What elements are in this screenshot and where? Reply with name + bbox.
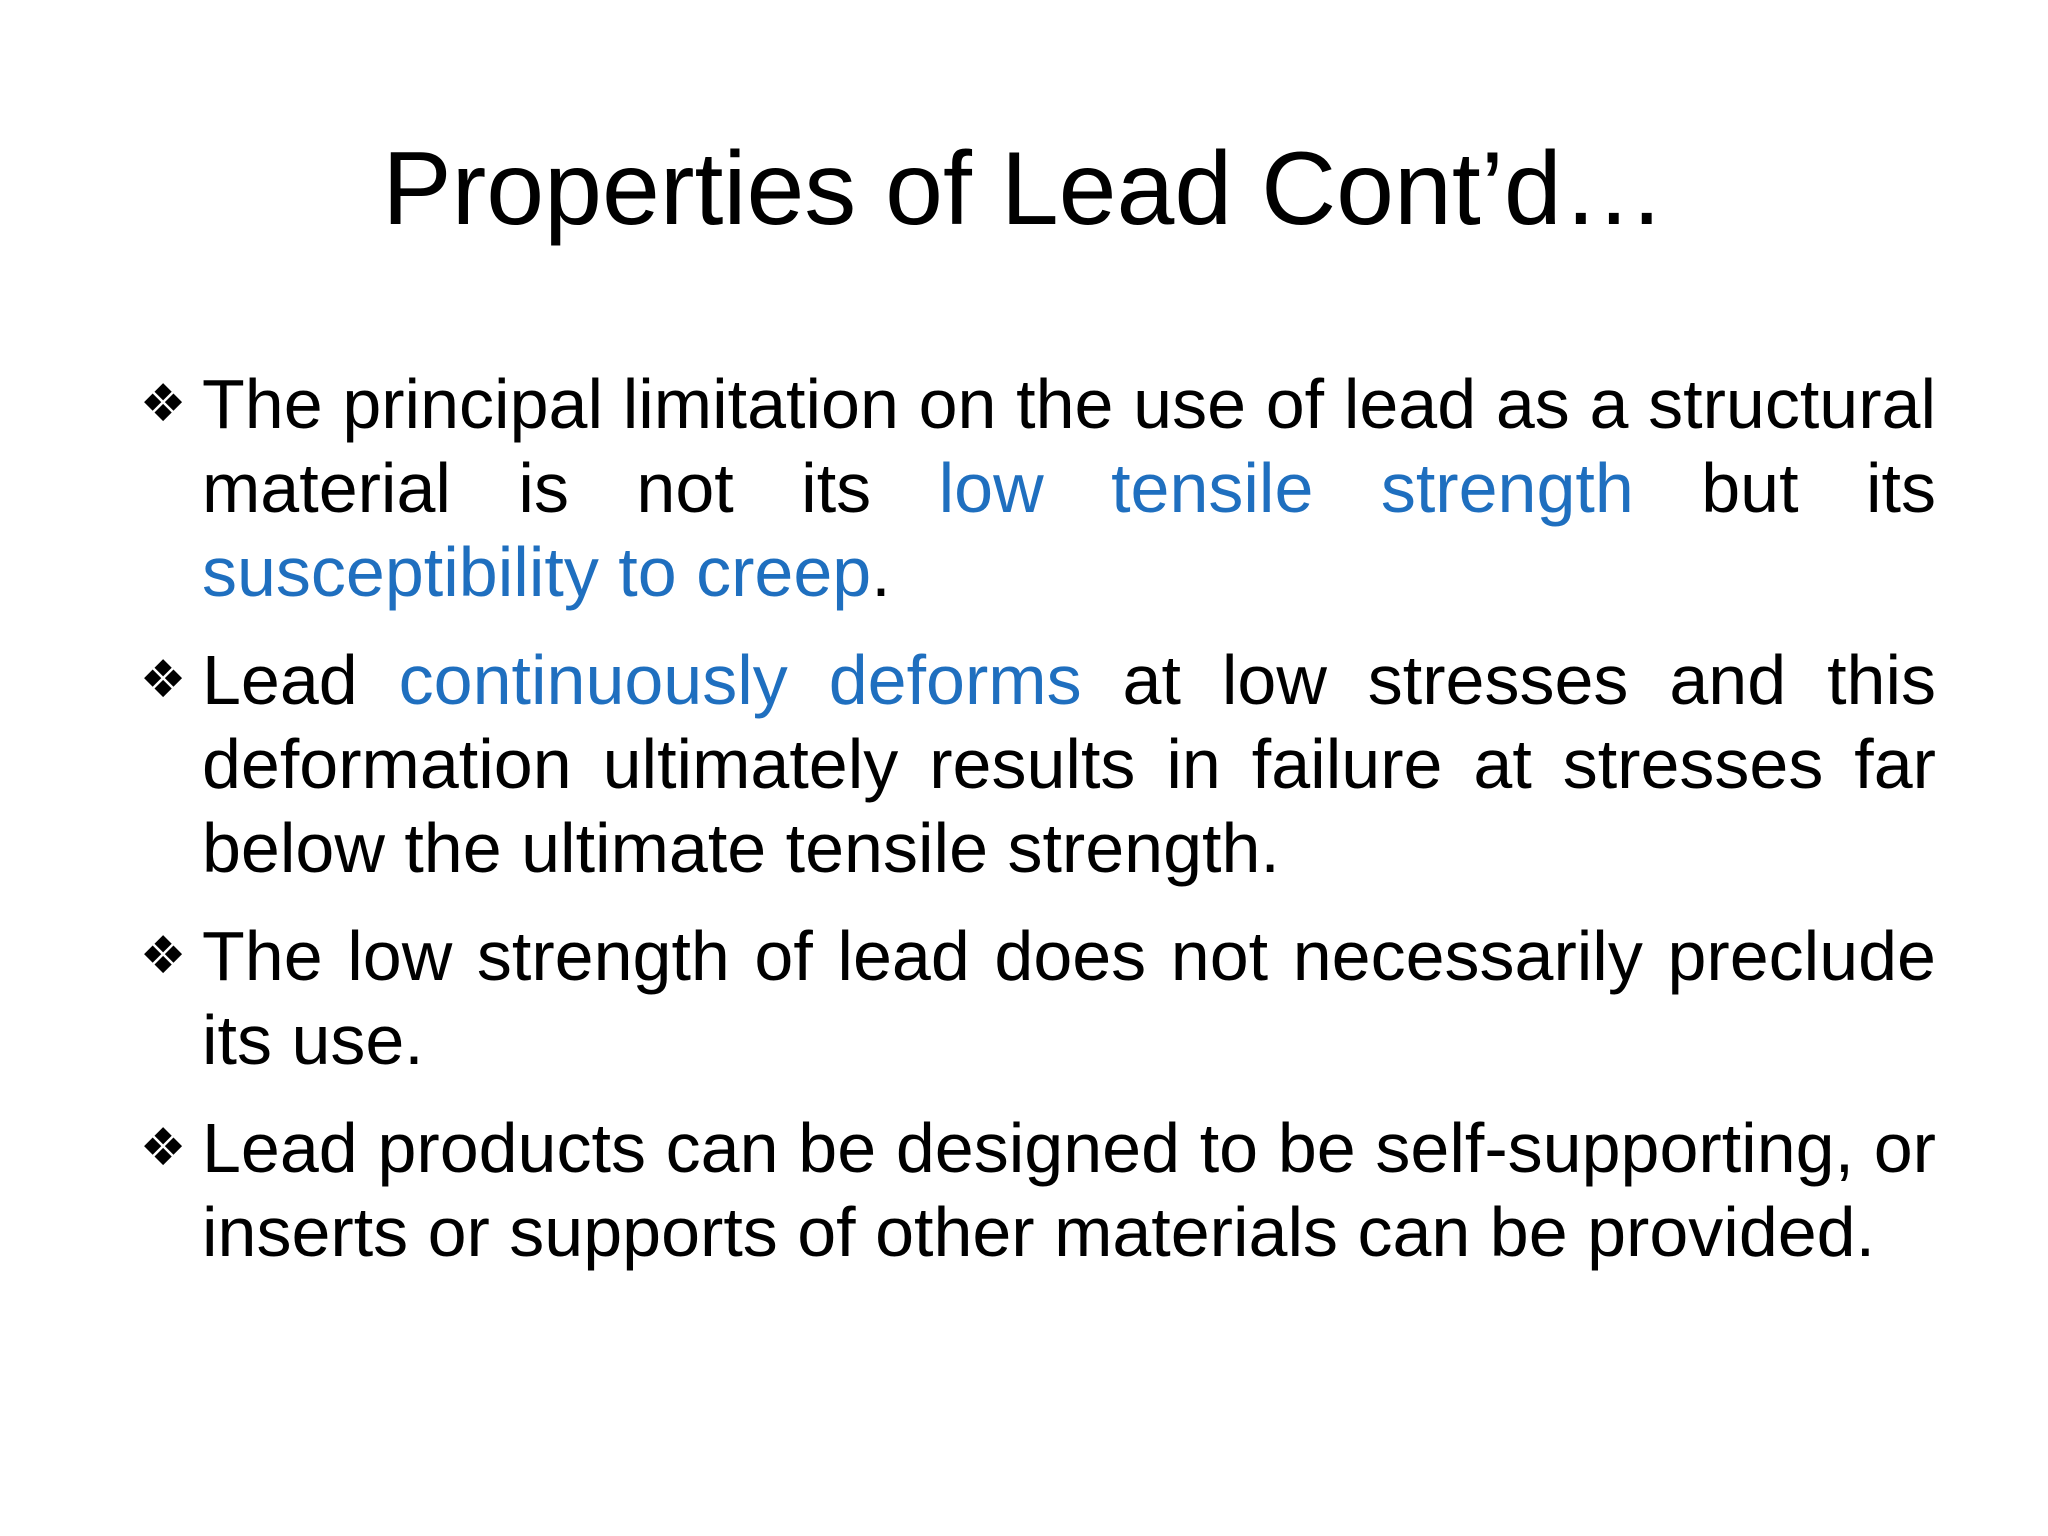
- bullet-text: The principal limitation on the use of lead as a structural material is not its: [202, 365, 1936, 527]
- bullet-text: at low stresses and this deformation ultimately results in failure at stresses far below the ultimate tensile strength.: [202, 641, 1937, 887]
- bullet-list: [128, 362, 1936, 1298]
- bullet-text: Lead: [202, 641, 399, 719]
- four-diamond-bullet-icon: ❖: [139, 1118, 187, 1178]
- bullet-text: Lead products can be designed to be self-supporting, or inserts or supports of other materials can be provided.: [202, 1109, 1936, 1271]
- four-diamond-bullet-icon: ❖: [139, 650, 187, 710]
- bullet-item-continuous-deformation: [128, 638, 1936, 890]
- highlight-text: low tensile strength: [938, 449, 1634, 527]
- four-diamond-bullet-icon: ❖: [139, 926, 187, 986]
- bullet-text: The low strength of lead does not necessarily preclude its use.: [202, 917, 1936, 1079]
- bullet-item-creep-limitation: [128, 362, 1936, 614]
- four-diamond-bullet-icon: ❖: [139, 374, 187, 434]
- bullet-item-self-supporting: [128, 1106, 1936, 1274]
- bullet-text: .: [871, 533, 891, 611]
- highlight-text: continuously deforms: [398, 641, 1082, 719]
- slide-title: Properties of Lead Cont’d…: [382, 131, 1666, 247]
- highlight-text: susceptibility to creep: [202, 533, 872, 611]
- bullet-text: but its: [1633, 449, 1936, 527]
- bullet-item-low-strength: [128, 914, 1936, 1082]
